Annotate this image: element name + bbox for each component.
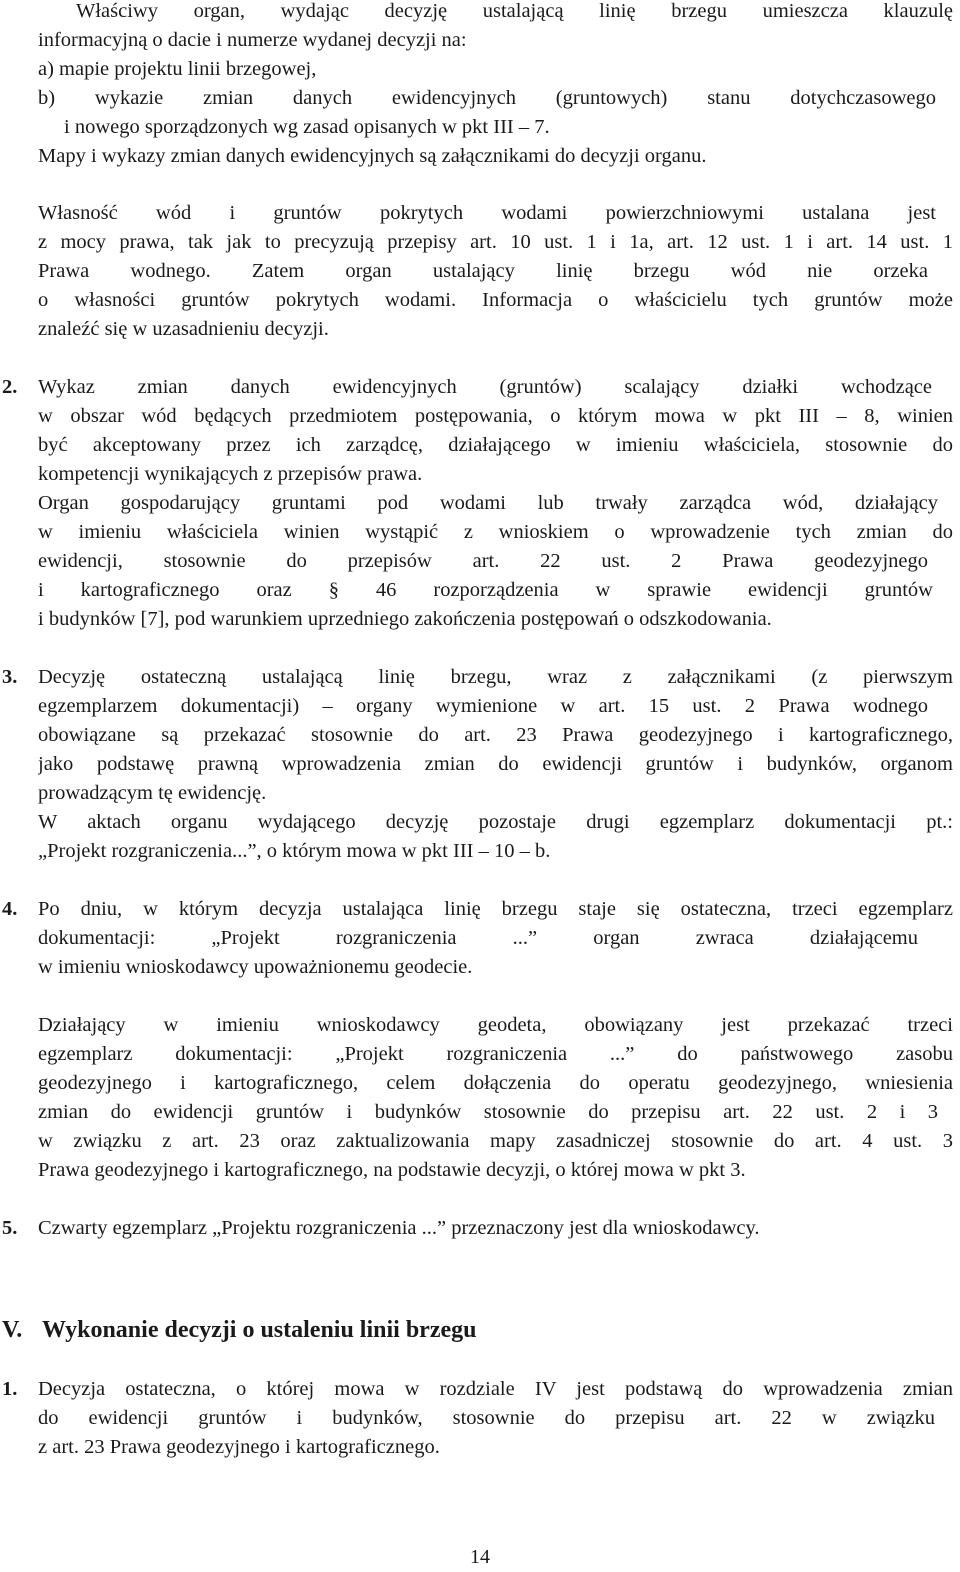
point-number: 2. [2,376,18,398]
text-line: Po dniu, w którym decyzja ustalająca linię brzegu staje się ostateczna, trzeci egzemplarz [38,898,953,920]
text-line: Decyzja ostateczna, o której mowa w rozdziale IV jest podstawą do wprowadzenia zmian [38,1378,953,1400]
text-line: do ewidencji gruntów i budynków, stosownie do przepisu art. 22 w związku [38,1407,935,1429]
section-heading [2,1315,476,1345]
text-line: Mapy i wykazy zmian danych ewidencyjnych są załącznikami do decyzji organu. [38,145,707,167]
text-line: ewidencji, stosownie do przepisów art. 22 ust. 2 Prawa geodezyjnego [38,550,928,572]
text-line: jako podstawę prawną wprowadzenia zmian do ewidencji gruntów i budynków, organom [38,753,953,775]
section-title: Wykonanie decyzji o ustaleniu linii brzegu [42,1317,477,1343]
text-line: egzemplarzem dokumentacji) – organy wymienione w art. 15 ust. 2 Prawa wodnego [38,695,928,717]
text-line: Organ gospodarujący gruntami pod wodami lub trwały zarządca wód, działający [38,492,938,514]
text-line: Czwarty egzemplarz „Projektu rozgraniczenia ...” przeznaczony jest dla wnioskodawcy. [38,1217,760,1239]
text-line: „Projekt rozgraniczenia...”, o którym mowa w pkt III – 10 – b. [38,840,551,862]
text-line: Wykaz zmian danych ewidencyjnych (gruntów) scalający działki wchodzące [38,376,932,398]
text-line: w związku z art. 23 oraz zaktualizowania mapy zasadniczej stosownie do art. 4 ust. 3 [38,1130,953,1152]
point-number: 5. [2,1217,18,1239]
text-line: Działający w imieniu wnioskodawcy geodeta, obowiązany jest przekazać trzeci [38,1014,953,1036]
text-line: z mocy prawa, tak jak to precyzują przepisy art. 10 ust. 1 i 1a, art. 12 ust. 1 i art. 14 ust. 1 [38,231,953,253]
text-line: o własności gruntów pokrytych wodami. Informacja o właścicielu tych gruntów może [38,289,953,311]
text-line: w obszar wód będących przedmiotem postępowania, o którym mowa w pkt III – 8, winien [38,405,953,427]
text-line: w imieniu wnioskodawcy upoważnionemu geodecie. [38,956,473,978]
text-line: dokumentacji: „Projekt rozgraniczenia ...” organ zwraca działającemu [38,927,918,949]
text-line: i nowego sporządzonych wg zasad opisanych w pkt III – 7. [64,116,550,138]
point-number: 4. [2,898,18,920]
point-number: 1. [2,1378,18,1400]
text-line: Prawa wodnego. Zatem organ ustalający linię brzegu wód nie orzeka [38,260,928,282]
text-line: być akceptowany przez ich zarządcę, działającego w imieniu właściciela, stosownie do [38,434,953,456]
text-line: w imieniu właściciela winien wystąpić z wnioskiem o wprowadzenie tych zmian do [38,521,953,543]
text-line: i kartograficznego oraz § 46 rozporządzenia w sprawie ewidencji gruntów [38,579,933,601]
text-line: Decyzję ostateczną ustalającą linię brzegu, wraz z załącznikami (z pierwszym [38,666,953,688]
text-line: z art. 23 Prawa geodezyjnego i kartograficznego. [38,1436,440,1458]
text-line: Własność wód i gruntów pokrytych wodami powierzchniowymi ustalana jest [38,202,936,224]
text-line: informacyjną o dacie i numerze wydanej decyzji na: [38,29,467,51]
text-line: kompetencji wynikających z przepisów prawa. [38,463,423,485]
text-line: zmian do ewidencji gruntów i budynków stosownie do przepisu art. 22 ust. 2 i 3 [38,1101,938,1123]
text-line: a) mapie projektu linii brzegowej, [38,58,317,80]
text-line: W aktach organu wydającego decyzję pozostaje drugi egzemplarz dokumentacji pt.: [38,811,953,833]
text-line: b) wykazie zmian danych ewidencyjnych (gruntowych) stanu dotychczasowego [38,87,936,109]
text-line: prowadzącym tę ewidencję. [38,782,267,804]
text-line: i budynków [7], pod warunkiem uprzedniego zakończenia postępowań o odszkodowania. [38,608,772,630]
point-number: 3. [2,666,18,688]
text-line: Prawa geodezyjnego i kartograficznego, na podstawie decyzji, o której mowa w pkt 3. [38,1159,746,1181]
text-line: geodezyjnego i kartograficznego, celem dołączenia do operatu geodezyjnego, wniesienia [38,1072,953,1094]
page-number: 14 [470,1546,490,1568]
text-line: Właściwy organ, wydając decyzję ustalającą linię brzegu umieszcza klauzulę [76,0,953,22]
text-line: obowiązane są przekazać stosownie do art. 23 Prawa geodezyjnego i kartograficznego, [38,724,953,746]
section-number: V. [2,1317,23,1343]
text-line: egzemplarz dokumentacji: „Projekt rozgraniczenia ...” do państwowego zasobu [38,1043,953,1065]
text-line: znaleźć się w uzasadnieniu decyzji. [38,318,329,340]
